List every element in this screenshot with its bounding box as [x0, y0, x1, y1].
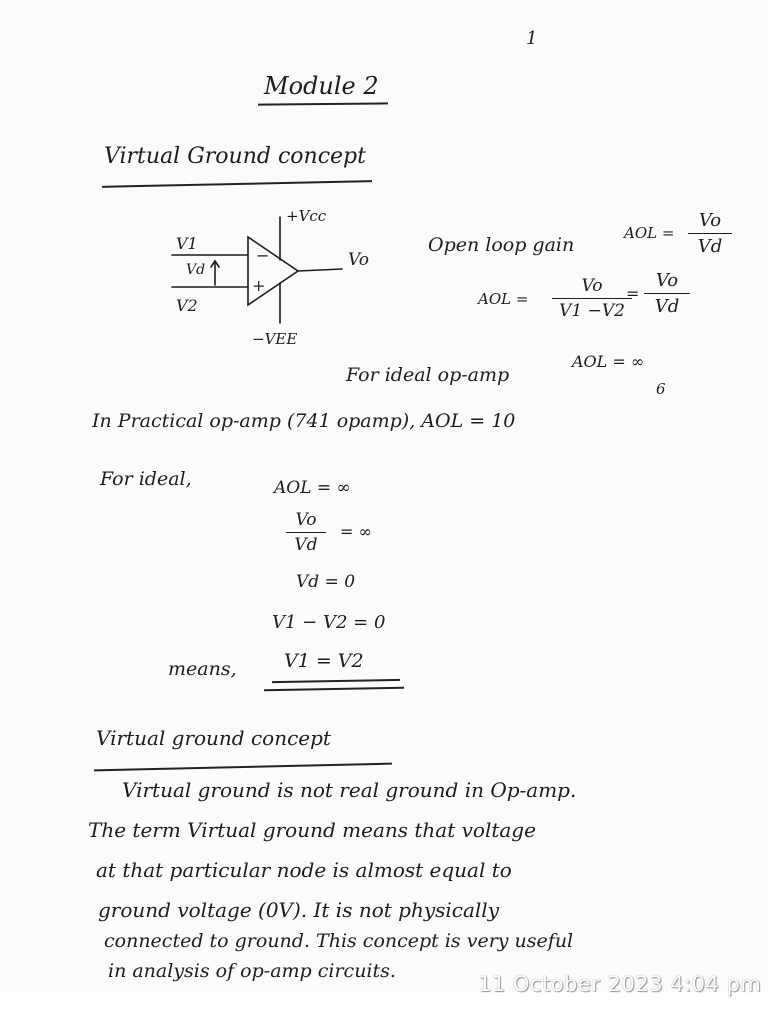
- result-double-underline-1: [272, 679, 400, 683]
- label-vcc: +Vcc: [286, 207, 327, 225]
- paragraph-line-5: connected to ground. This concept is very useful: [104, 930, 574, 952]
- derivation-equals-infinity: = ∞: [340, 522, 372, 541]
- label-minus: −: [256, 246, 270, 265]
- fraction-vo-v1-v2: [552, 276, 632, 321]
- derivation-result: V1 = V2: [284, 650, 364, 672]
- page-number: 1: [526, 28, 538, 49]
- derivation-line-4: V1 − V2 = 0: [272, 612, 386, 633]
- fraction-denominator: Vd: [697, 236, 723, 257]
- fraction-denominator: Vd: [294, 535, 318, 555]
- aol-label-2: AOL =: [478, 290, 529, 308]
- result-double-underline-2: [264, 687, 404, 691]
- for-ideal-label: For ideal,: [100, 468, 192, 490]
- heading1-underline: [102, 180, 372, 187]
- derivation-line-1: AOL = ∞: [274, 478, 351, 498]
- output-wire: [298, 269, 342, 271]
- fraction-vo-vd-2: [644, 270, 690, 317]
- label-vee: −VEE: [252, 330, 298, 348]
- heading2-underline: [94, 763, 392, 771]
- paragraph-line-2: The term Virtual ground means that voltage: [88, 818, 536, 842]
- open-loop-gain-label: Open loop gain: [428, 234, 575, 256]
- ideal-op-amp-line: For ideal op-amp: [346, 364, 510, 386]
- label-v2: V2: [176, 296, 198, 315]
- label-plus: +: [252, 276, 266, 295]
- practical-exponent: 6: [656, 380, 666, 398]
- means-label: means,: [168, 658, 237, 680]
- section-heading-virtual-ground: Virtual Ground concept: [104, 144, 366, 169]
- label-vo: Vo: [348, 250, 369, 270]
- fraction-vo-vd-1: [688, 210, 732, 257]
- ideal-aol-value: AOL = ∞: [572, 352, 645, 371]
- section-heading-virtual-ground-2: Virtual ground concept: [96, 726, 331, 750]
- equals-sign: =: [626, 284, 640, 303]
- paragraph-line-6: in analysis of op-amp circuits.: [108, 960, 396, 982]
- timestamp-watermark: 11 October 2023 4:04 pm: [478, 972, 762, 996]
- label-v1: V1: [176, 234, 198, 253]
- fraction-numerator: Vo: [286, 510, 326, 533]
- title-underline: [258, 102, 388, 105]
- fraction-numerator: Vo: [644, 270, 690, 294]
- label-vd: Vd: [186, 262, 206, 278]
- derivation-line-3: Vd = 0: [296, 572, 356, 592]
- fraction-numerator: Vo: [552, 276, 632, 299]
- fraction-denominator: Vd: [654, 296, 680, 317]
- paragraph-line-1: Virtual ground is not real ground in Op-amp.: [122, 778, 577, 802]
- fraction-vo-vd-3: [286, 510, 326, 555]
- paragraph-line-3: at that particular node is almost equal to: [96, 858, 512, 882]
- fraction-denominator: V1 −V2: [559, 301, 625, 321]
- practical-op-amp-line: In Practical op-amp (741 opamp), AOL = 10: [92, 410, 516, 432]
- paragraph-line-4: ground voltage (0V). It is not physically: [98, 898, 499, 922]
- aol-label-1: AOL =: [624, 224, 675, 242]
- page-title: Module 2: [264, 72, 379, 100]
- fraction-numerator: Vo: [688, 210, 732, 234]
- bottom-band: [0, 992, 768, 1024]
